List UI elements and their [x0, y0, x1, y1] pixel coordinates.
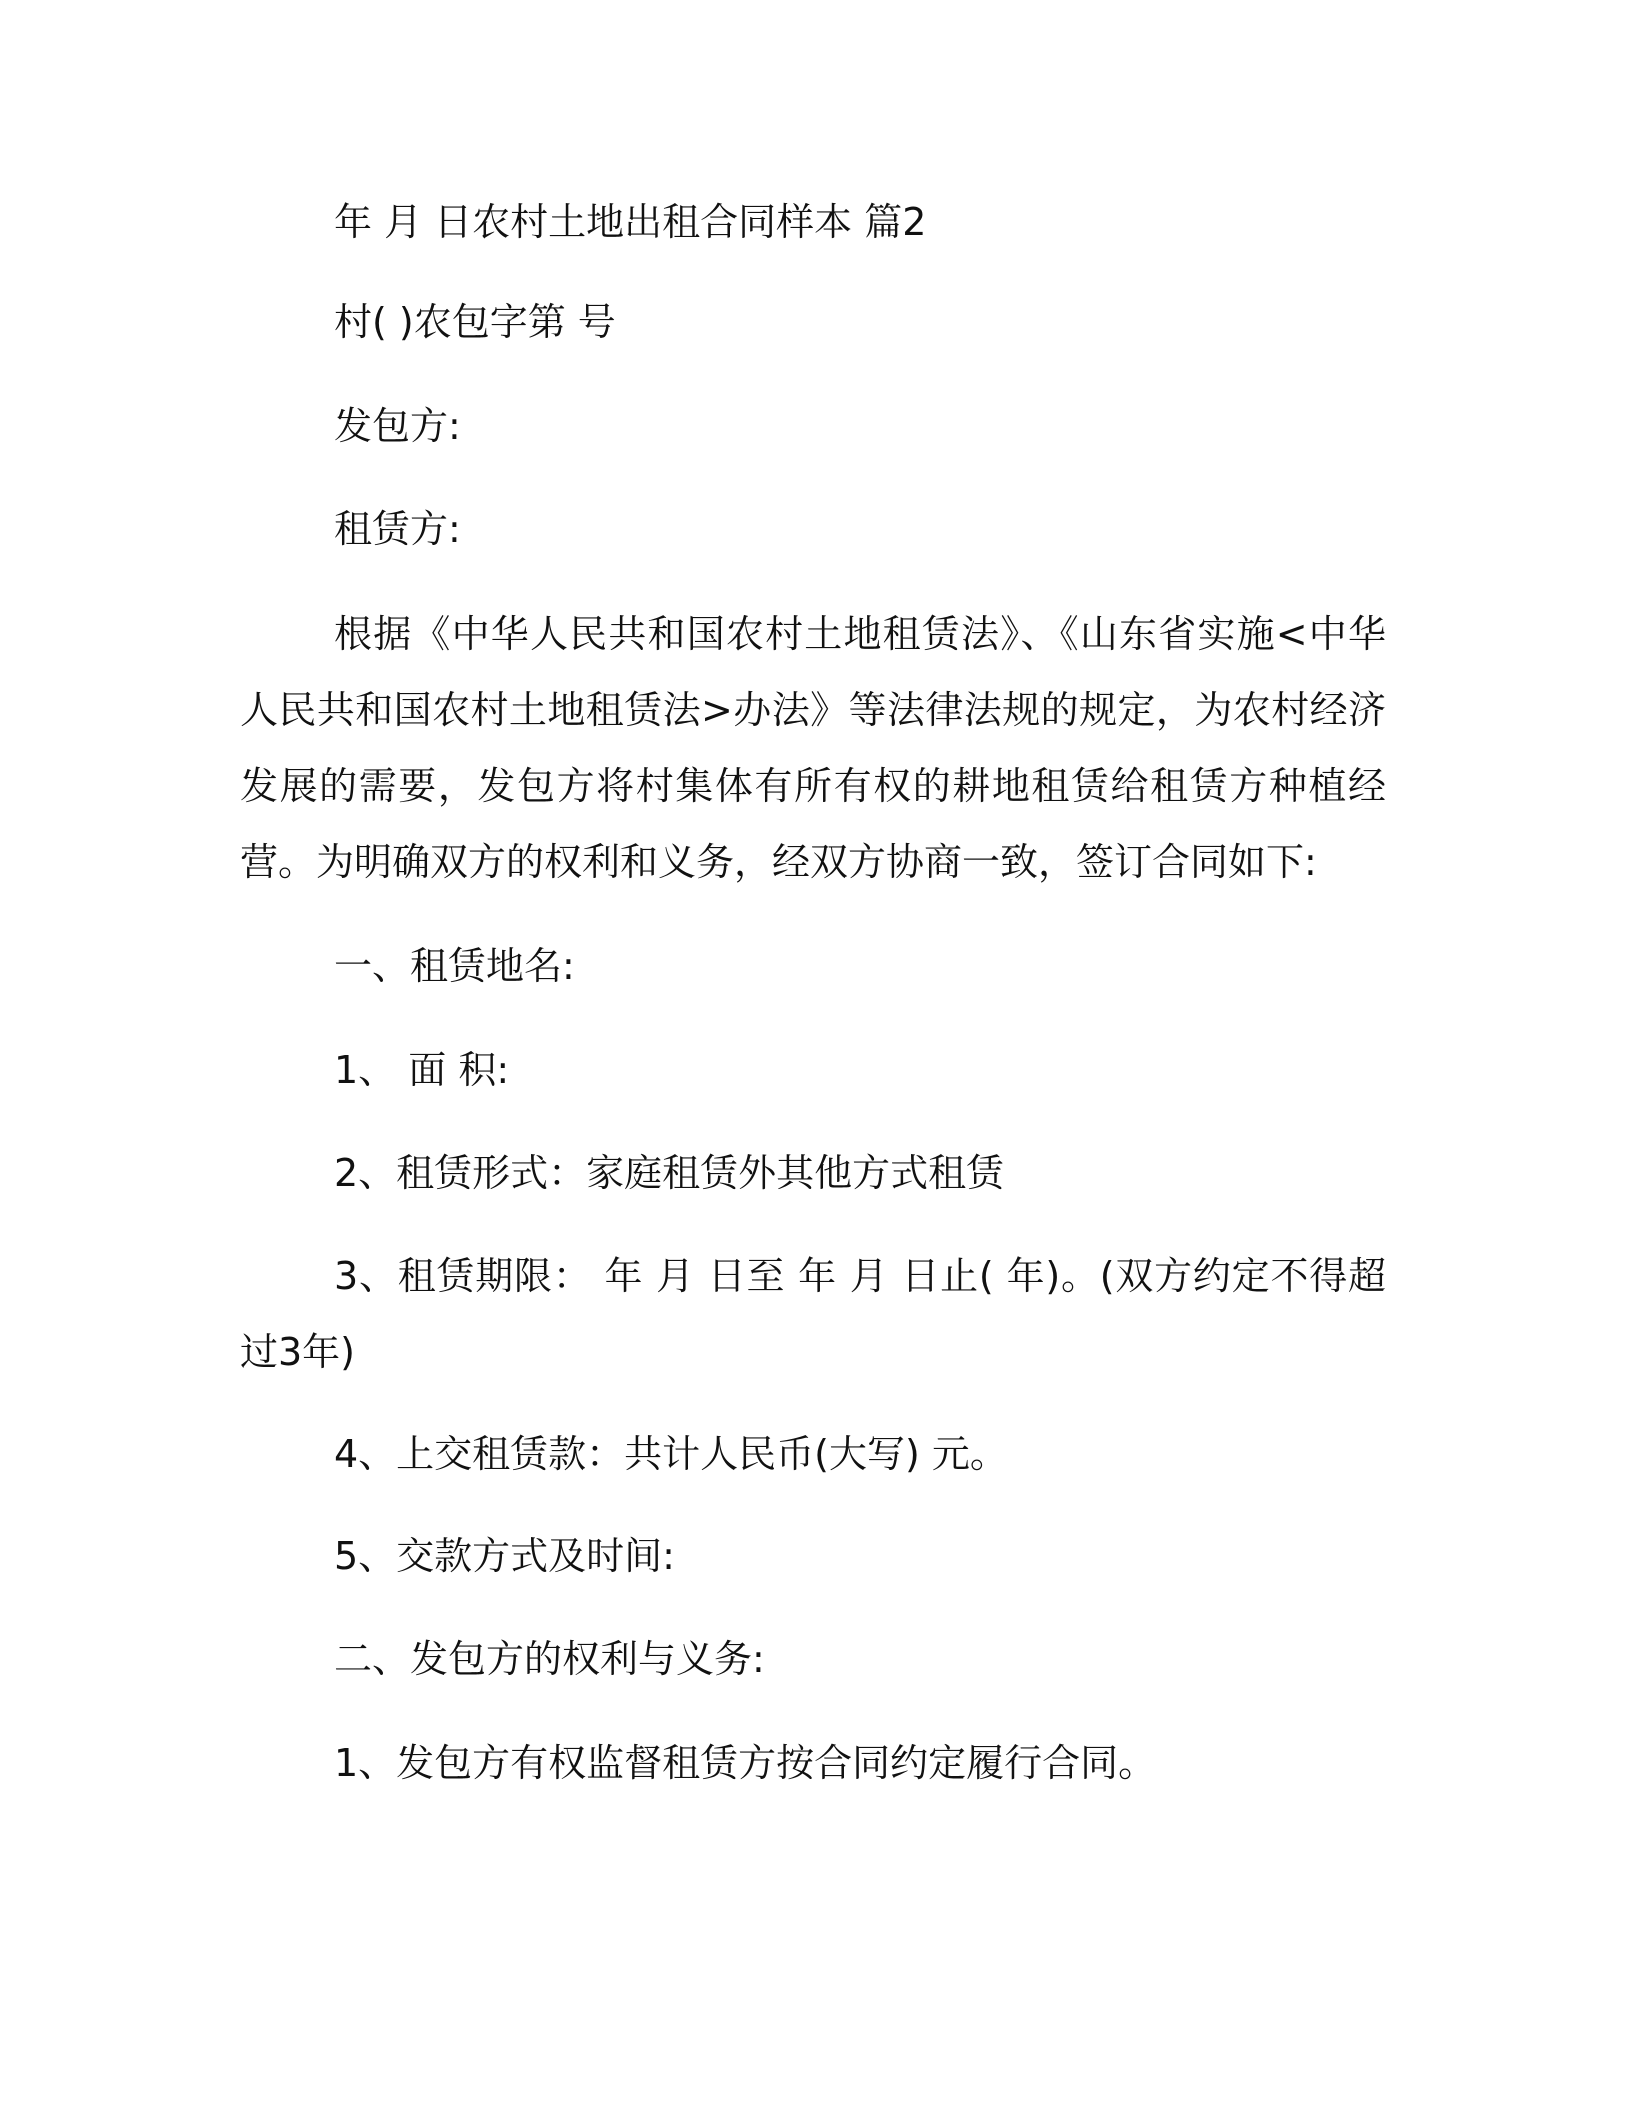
- item-payment-method: 5、交款方式及时间:: [334, 1534, 675, 1578]
- party-a-label: 发包方:: [334, 404, 461, 448]
- section-2-title: 二、发包方的权利与义务:: [334, 1637, 765, 1681]
- preamble-paragraph: 根据《中华人民共和国农村土地租赁法》、《山东省实施<中华人民共和国农村土地租赁法>办法》等法律法规的规定，为农村经济发展的需要，发包方将村集体有所有权的耕地租赁给租赁方种植经营。为明确双方的权利和义务，经双方协商一致，签订合同如下:: [240, 612, 1386, 884]
- item-lease-form: 2、租赁形式：家庭租赁外其他方式租赁: [334, 1151, 1005, 1195]
- document-heading: 年 月 日农村土地出租合同样本 篇2: [334, 200, 927, 244]
- item-area: 1、 面 积:: [334, 1048, 510, 1092]
- party-b-label: 租赁方:: [334, 507, 461, 551]
- item-lease-term: 3、租赁期限： 年 月 日至 年 月 日止( 年)。(双方约定不得超过3年): [240, 1254, 1386, 1374]
- item-lease-payment: 4、上交租赁款：共计人民币(大写) 元。: [334, 1432, 1008, 1476]
- section-1-title: 一、租赁地名:: [334, 944, 575, 988]
- item-supervision-right: 1、发包方有权监督租赁方按合同约定履行合同。: [334, 1741, 1157, 1785]
- contract-number: 村( )农包字第 号: [334, 300, 616, 344]
